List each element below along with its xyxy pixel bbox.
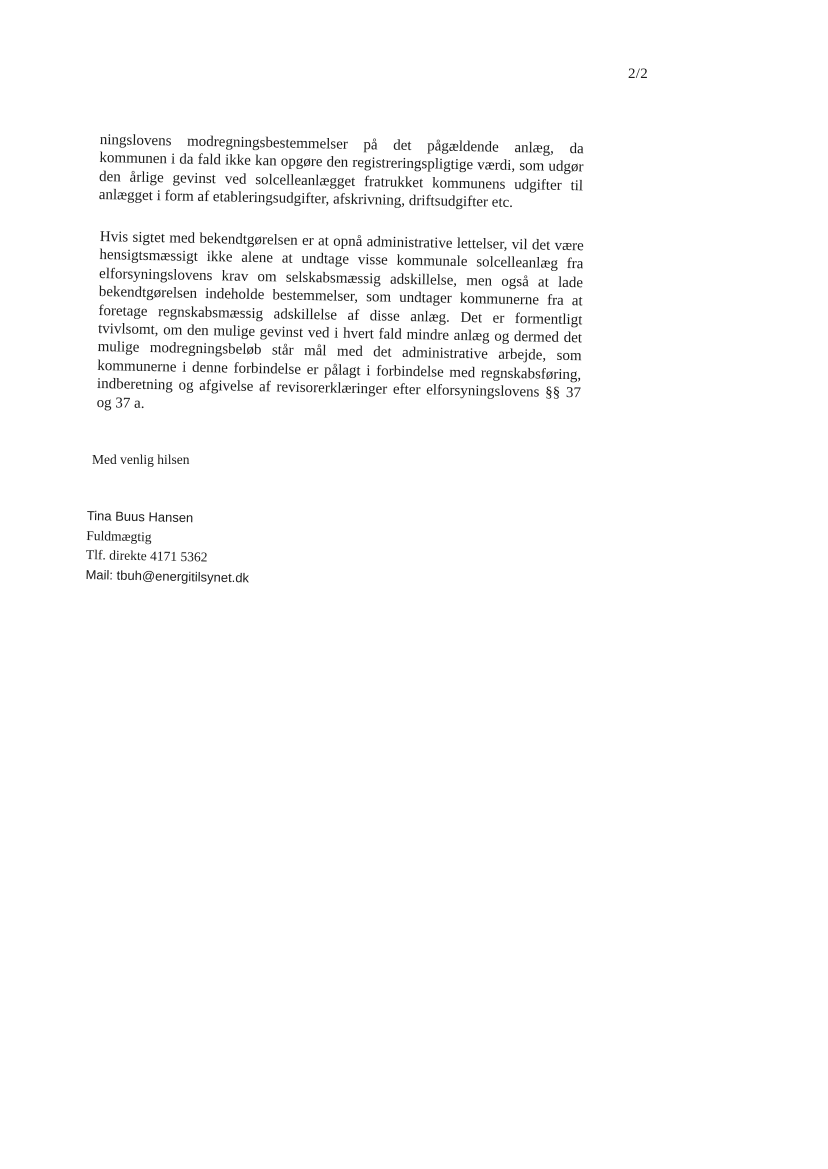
signature-title: Fuldmægtig: [86, 527, 152, 544]
letter-paragraph-2: Hvis sigtet med bekendtgørelsen er at opnå administrative lettelser, vil det være hensigtsmæssigt ikke alene at undtage visse kommunale solcelleanlæg fra elforsyningslovens krav om selskabsmæssig adskillelse, men også at lade bekendtgørelsen indeholde bestemmelser, som undtager kommunerne fra at foretage regnskabsmæssig adskillelse af disse anlæg. Det er formentligt tvivlsomt, om den mulige gevinst ved i hvert fald mindre anlæg og dermed det mulige modregningsbeløb står mål med det administrative arbejde, som kommunerne i denne forbindelse er pålagt i forbindelse med regnskabsføring, indberetning og afgivelse af revisorerklæringer efter elforsyningslovens §§ 37 og 37 a.: [96, 228, 584, 412]
signature-name: Tina Buus Hansen: [86, 507, 194, 526]
letter-closing: Med venlig hilsen: [92, 452, 190, 467]
signature-phone: Tlf. direkte 4171 5362: [85, 546, 208, 565]
letter-paragraph-1: ningslovens modregningsbestemmelser på det pågældende anlæg, da kommunen i da fald ikke kan opgøre den registreringspligtige værdi, som udgør den årlige gevinst ved solcelleanlægget fratrukket kommunens udgifter til anlægget i form af etableringsudgifter, afskrivning, driftsudgifter etc.: [98, 131, 584, 212]
page-number: 2/2: [628, 66, 649, 82]
signature-block: [85, 506, 250, 587]
signature-email: Mail: tbuh@energitilsynet.dk: [85, 566, 250, 585]
